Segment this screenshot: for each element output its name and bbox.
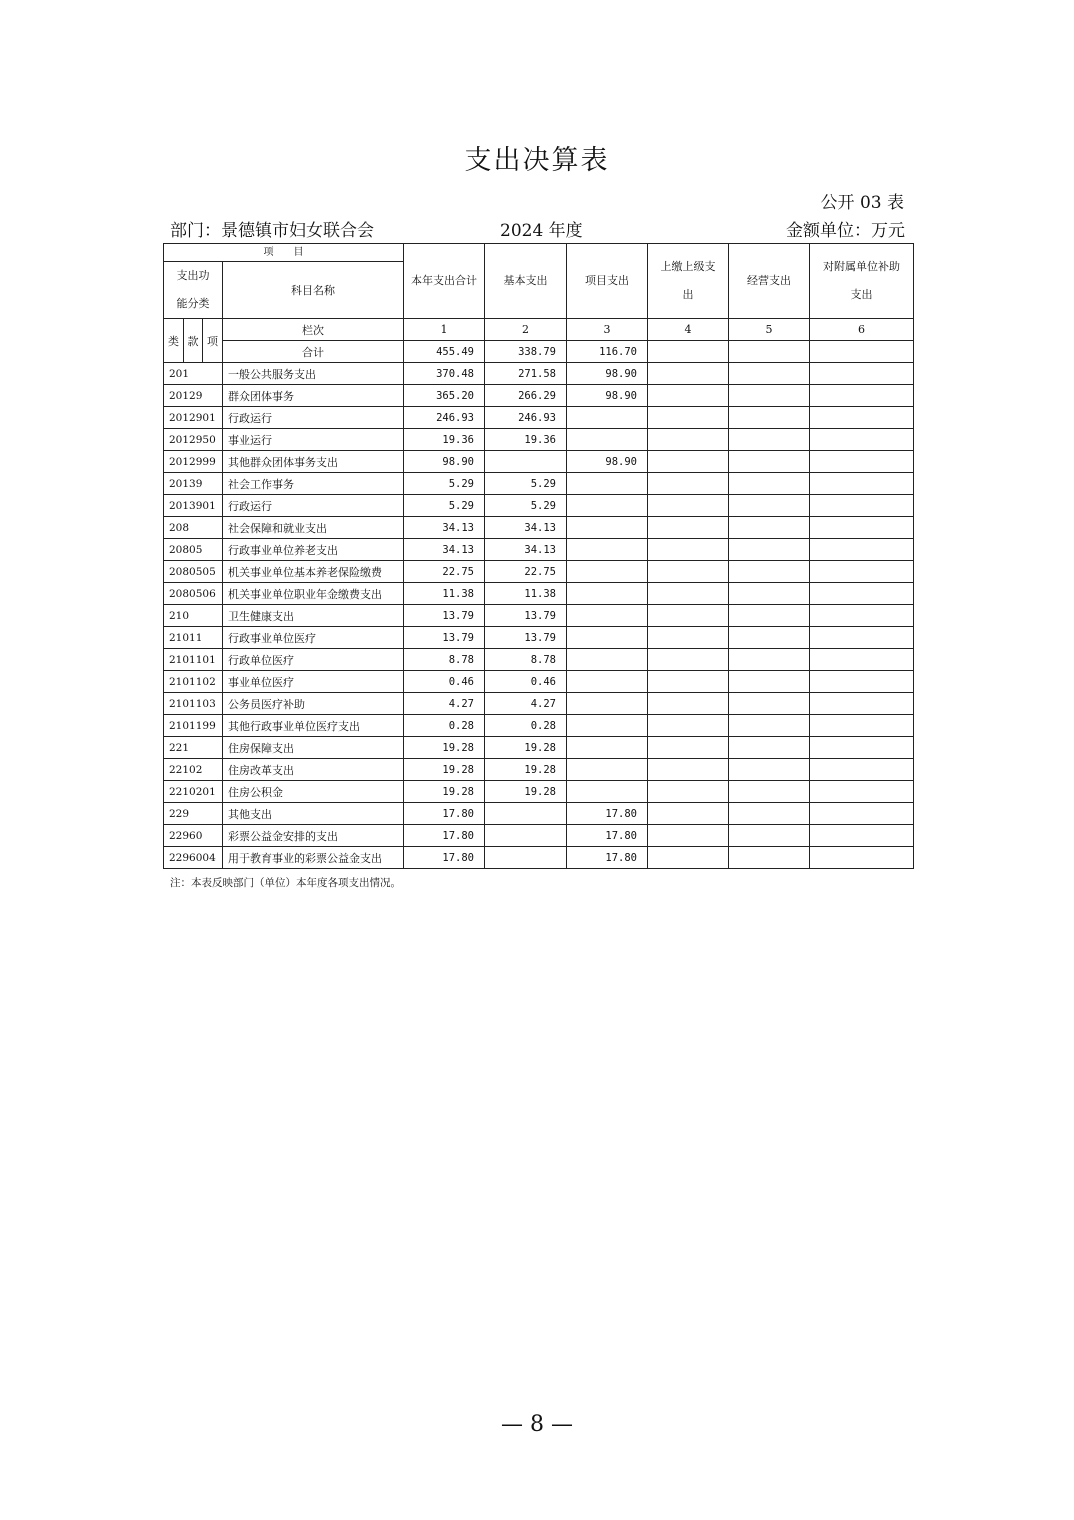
amount-cell [810,429,914,451]
amount-cell [567,781,648,803]
amount-cell [729,385,810,407]
subject-name: 机关事业单位基本养老保险缴费 [223,561,404,583]
amount-cell [729,759,810,781]
amount-cell: 365.20 [404,385,485,407]
amount-cell [729,451,810,473]
col-header-5: 经营支出 [729,244,810,319]
amount-cell: 11.38 [485,583,567,605]
table-row [164,363,914,385]
col-header-1: 本年支出合计 [404,244,485,319]
amount-cell [729,671,810,693]
subject-name: 一般公共服务支出 [223,363,404,385]
col-header-6: 对附属单位补助支出 [810,244,914,319]
amount-cell: 19.28 [404,737,485,759]
subject-name: 其他支出 [223,803,404,825]
amount-cell [729,583,810,605]
amount-cell [485,825,567,847]
amount-cell [729,407,810,429]
header-col-label: 栏次 [223,319,404,341]
amount-cell [648,737,729,759]
amount-cell [810,627,914,649]
table-row [164,517,914,539]
table-note: 注：本表反映部门（单位）本年度各项支出情况。 [170,877,401,889]
total-cell [729,341,810,363]
amount-cell: 19.36 [404,429,485,451]
table-row [164,759,914,781]
amount-cell [648,847,729,869]
amount-cell [648,583,729,605]
amount-cell [810,715,914,737]
amount-cell: 370.48 [404,363,485,385]
subject-code: 2101103 [164,693,223,715]
total-cell [648,341,729,363]
amount-cell: 34.13 [485,539,567,561]
subject-code: 201 [164,363,223,385]
amount-cell: 246.93 [485,407,567,429]
amount-cell: 0.46 [485,671,567,693]
amount-cell [485,803,567,825]
subject-name: 住房改革支出 [223,759,404,781]
amount-cell [729,781,810,803]
amount-cell [648,649,729,671]
subject-name: 社会保障和就业支出 [223,517,404,539]
amount-cell [567,605,648,627]
header-row-colnum [164,319,914,341]
amount-cell: 19.28 [485,737,567,759]
amount-cell: 246.93 [404,407,485,429]
amount-cell [567,759,648,781]
subject-name: 行政运行 [223,495,404,517]
col-header-4: 上缴上级支出 [648,244,729,319]
table-row [164,737,914,759]
col-number-5: 5 [729,319,810,341]
subject-name: 机关事业单位职业年金缴费支出 [223,583,404,605]
amount-cell [648,429,729,451]
table-row [164,825,914,847]
amount-cell [810,759,914,781]
subject-name: 行政单位医疗 [223,649,404,671]
amount-cell [648,781,729,803]
subject-code: 229 [164,803,223,825]
amount-cell: 19.28 [404,781,485,803]
amount-cell: 4.27 [485,693,567,715]
amount-cell [648,495,729,517]
amount-cell [567,539,648,561]
table-row [164,847,914,869]
header-lei: 类 [164,319,184,363]
table-row [164,627,914,649]
col-number-3: 3 [567,319,648,341]
col-number-4: 4 [648,319,729,341]
amount-cell [810,539,914,561]
amount-cell [567,517,648,539]
amount-cell: 17.80 [404,825,485,847]
subject-code: 221 [164,737,223,759]
amount-cell: 17.80 [404,803,485,825]
amount-cell [729,561,810,583]
amount-cell: 266.29 [485,385,567,407]
amount-cell [648,385,729,407]
table-row [164,561,914,583]
amount-cell: 5.29 [485,473,567,495]
amount-cell [729,473,810,495]
subject-code: 2012950 [164,429,223,451]
amount-cell [810,825,914,847]
amount-cell: 11.38 [404,583,485,605]
amount-cell: 8.78 [485,649,567,671]
amount-cell [729,737,810,759]
amount-cell [648,715,729,737]
total-cell [810,341,914,363]
table-row [164,671,914,693]
subject-code: 208 [164,517,223,539]
amount-cell [485,847,567,869]
table-row [164,605,914,627]
amount-cell [567,649,648,671]
header-kuan: 款 [184,319,203,363]
amount-cell [810,605,914,627]
amount-cell [648,627,729,649]
amount-cell: 0.28 [404,715,485,737]
table-row [164,583,914,605]
amount-cell [810,407,914,429]
table-row [164,429,914,451]
subject-name: 住房保障支出 [223,737,404,759]
table-row [164,473,914,495]
document-title: 支出决算表 [464,145,610,176]
subject-code: 2012901 [164,407,223,429]
amount-cell [485,451,567,473]
subject-code: 2012999 [164,451,223,473]
amount-cell [648,473,729,495]
amount-cell [810,517,914,539]
subject-name: 事业运行 [223,429,404,451]
amount-cell [648,825,729,847]
subject-name: 其他群众团体事务支出 [223,451,404,473]
amount-cell [810,451,914,473]
amount-cell [810,583,914,605]
subject-name: 行政运行 [223,407,404,429]
table-row [164,451,914,473]
amount-cell [729,847,810,869]
subject-name: 公务员医疗补助 [223,693,404,715]
amount-cell [810,363,914,385]
amount-cell [648,451,729,473]
amount-cell [729,627,810,649]
amount-cell: 271.58 [485,363,567,385]
subject-code: 22102 [164,759,223,781]
amount-cell [810,561,914,583]
amount-cell: 8.78 [404,649,485,671]
amount-cell: 0.28 [485,715,567,737]
amount-cell [567,495,648,517]
amount-cell [567,737,648,759]
subject-name: 群众团体事务 [223,385,404,407]
amount-cell [729,715,810,737]
amount-cell [810,495,914,517]
amount-cell: 19.28 [485,781,567,803]
subject-name: 行政事业单位养老支出 [223,539,404,561]
amount-cell: 17.80 [567,803,648,825]
expenditure-table [163,243,914,869]
amount-cell [648,363,729,385]
total-row [164,341,914,363]
table-row [164,693,914,715]
amount-cell [810,649,914,671]
amount-unit: 金额单位：万元 [786,221,905,241]
amount-cell [729,429,810,451]
amount-cell [567,627,648,649]
col-header-3: 项目支出 [567,244,648,319]
amount-cell [648,539,729,561]
amount-cell [729,539,810,561]
amount-cell [567,407,648,429]
amount-cell [810,385,914,407]
header-item: 项 目 [164,244,404,262]
subject-code: 20805 [164,539,223,561]
amount-cell: 98.90 [567,451,648,473]
amount-cell [648,561,729,583]
amount-cell: 22.75 [485,561,567,583]
amount-cell [648,671,729,693]
amount-cell [810,847,914,869]
amount-cell [567,583,648,605]
table-row [164,715,914,737]
header-xiang: 项 [203,319,223,363]
subject-code: 2080506 [164,583,223,605]
amount-cell [729,803,810,825]
amount-cell: 22.75 [404,561,485,583]
table-row [164,649,914,671]
amount-cell: 19.28 [404,759,485,781]
subject-name: 住房公积金 [223,781,404,803]
amount-cell: 13.79 [404,605,485,627]
header-func-class: 支出功能分类 [164,262,223,319]
amount-cell: 34.13 [485,517,567,539]
subject-code: 2101101 [164,649,223,671]
amount-cell [648,803,729,825]
amount-cell: 0.46 [404,671,485,693]
table-row [164,385,914,407]
amount-cell [810,693,914,715]
amount-cell: 5.29 [404,495,485,517]
table-row [164,803,914,825]
total-cell: 116.70 [567,341,648,363]
subject-name: 行政事业单位医疗 [223,627,404,649]
amount-cell [729,825,810,847]
amount-cell [567,561,648,583]
amount-cell [810,781,914,803]
amount-cell: 13.79 [404,627,485,649]
amount-cell: 98.90 [404,451,485,473]
col-number-6: 6 [810,319,914,341]
amount-cell: 19.36 [485,429,567,451]
subject-code: 2101102 [164,671,223,693]
amount-cell: 13.79 [485,605,567,627]
amount-cell: 5.29 [485,495,567,517]
amount-cell: 34.13 [404,517,485,539]
subject-code: 2296004 [164,847,223,869]
subject-name: 彩票公益金安排的支出 [223,825,404,847]
amount-cell [567,693,648,715]
amount-cell: 19.28 [485,759,567,781]
amount-cell [729,495,810,517]
subject-code: 2013901 [164,495,223,517]
amount-cell: 13.79 [485,627,567,649]
amount-cell [810,737,914,759]
total-cell: 455.49 [404,341,485,363]
department-label: 部门：景德镇市妇女联合会 [170,221,374,241]
amount-cell [648,605,729,627]
amount-cell [648,517,729,539]
subject-name: 其他行政事业单位医疗支出 [223,715,404,737]
amount-cell: 17.80 [404,847,485,869]
subject-code: 2210201 [164,781,223,803]
amount-cell [729,693,810,715]
subject-name: 社会工作事务 [223,473,404,495]
amount-cell: 34.13 [404,539,485,561]
table-row [164,781,914,803]
amount-cell [567,715,648,737]
col-header-2: 基本支出 [485,244,567,319]
header-row-item [164,244,914,262]
subject-name: 事业单位医疗 [223,671,404,693]
total-cell: 338.79 [485,341,567,363]
subject-code: 2101199 [164,715,223,737]
amount-cell [729,649,810,671]
subject-code: 2080505 [164,561,223,583]
amount-cell [729,605,810,627]
amount-cell [810,473,914,495]
amount-cell [729,517,810,539]
fiscal-year: 2024 年度 [500,221,583,241]
amount-cell [648,759,729,781]
amount-cell: 17.80 [567,847,648,869]
amount-cell: 98.90 [567,363,648,385]
subject-code: 210 [164,605,223,627]
amount-cell [729,363,810,385]
subject-code: 20129 [164,385,223,407]
amount-cell: 98.90 [567,385,648,407]
amount-cell [567,671,648,693]
amount-cell: 5.29 [404,473,485,495]
amount-cell: 4.27 [404,693,485,715]
col-number-1: 1 [404,319,485,341]
subject-code: 22960 [164,825,223,847]
amount-cell: 17.80 [567,825,648,847]
meta-row [170,216,905,242]
page-number: — 8 — [501,1412,573,1437]
subject-code: 21011 [164,627,223,649]
amount-cell [648,407,729,429]
amount-cell [810,803,914,825]
amount-cell [567,429,648,451]
amount-cell [810,671,914,693]
form-number: 公开 03 表 [820,193,904,213]
table-row [164,539,914,561]
table-row [164,407,914,429]
header-subject-name: 科目名称 [223,262,404,319]
total-label: 合计 [223,341,404,363]
subject-name: 用于教育事业的彩票公益金支出 [223,847,404,869]
amount-cell [648,693,729,715]
col-number-2: 2 [485,319,567,341]
subject-code: 20139 [164,473,223,495]
amount-cell [567,473,648,495]
table-row [164,495,914,517]
subject-name: 卫生健康支出 [223,605,404,627]
